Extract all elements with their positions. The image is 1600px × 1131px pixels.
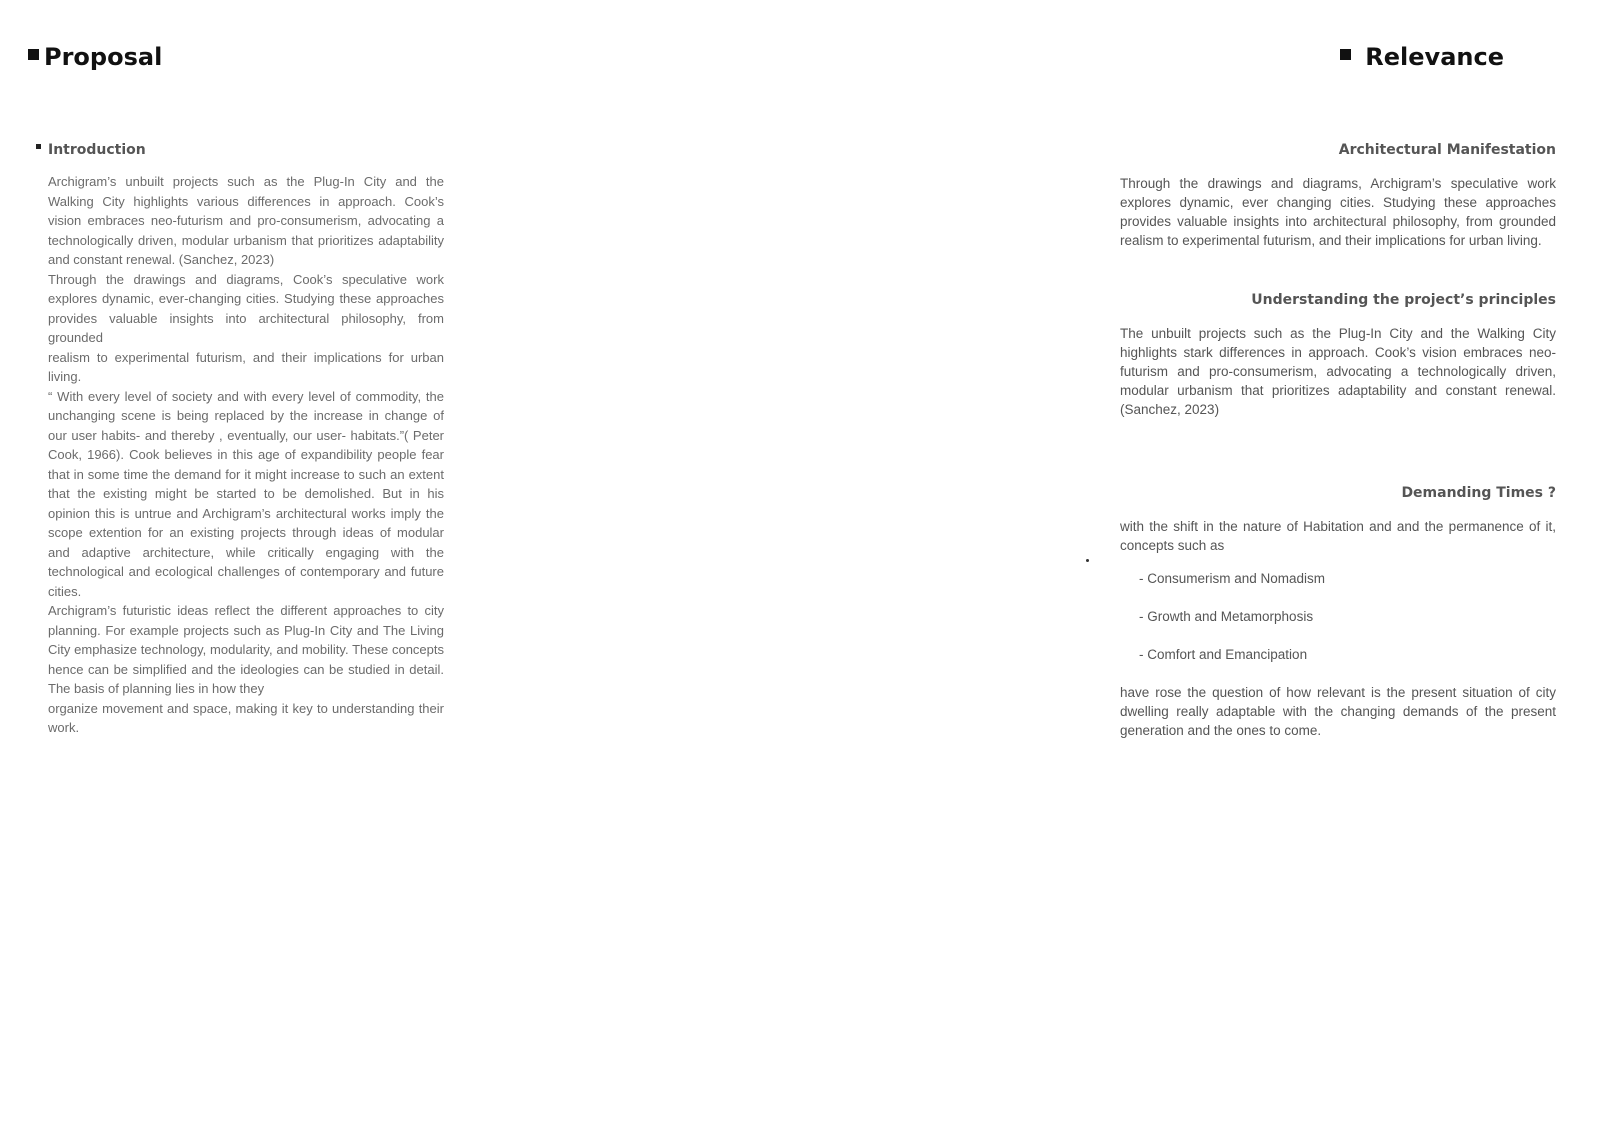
dot-marker [1086, 559, 1089, 562]
architectural-manifestation-text: Through the drawings and diagrams, Archigram’s speculative work explores dynamic, ever changing cities. Studying these approaches provides valuable insights into architectural philosophy, from grounded realism to experimental futurism, and their implications for urban living. [1120, 176, 1556, 248]
relevance-title-text: Relevance [1365, 43, 1504, 71]
paragraph: Archigram’s futuristic ideas reflect the different approaches to city planning. For example projects such as Plug-In City and The Living City emphasize technology, modularity, and mobility. These concepts hence can be simplified and the ideologies can be studied in detail. The basis of planning lies in how they [48, 603, 444, 696]
paragraph: “ With every level of society and with every level of commodity, the unchanging scene is being replaced by the increase in change of our user habits- and thereby , eventually, our user- habitats.”( Peter Cook, 1966). Cook believes in this age of expandibility people fear that in some time the demand for it might increase to such an extent that the existing might be started to be demolished. But in his opinion this is untrue and Archigram’s architectural works imply the scope extention for an existing projects through ideas of modular and adaptive architecture, while critically engaging with the technological and ecological challenges of contemporary and future cities. [48, 388, 444, 599]
paragraph: Through the drawings and diagrams, Cook’s speculative work explores dynamic, ever-changing cities. Studying these approaches provides valuable insights into architectural philosophy, from grounded [48, 271, 444, 345]
proposal-title [28, 40, 162, 74]
project-principles-text: The unbuilt projects such as the Plug-In City and the Walking City highlights stark differences in approach. Cook’s vision embraces neo-futurism and pro-consumerism, advocating a technologically driven, modular urbanism that prioritizes adaptability and constant renewal. (Sanchez, 2023) [1120, 326, 1556, 417]
introduction-body [48, 172, 444, 738]
relevance-sections [1120, 140, 1556, 740]
proposal-title-text: Proposal [44, 43, 163, 71]
paragraph: realism to experimental futurism, and their implications for urban living. [48, 349, 444, 384]
list-item: - Consumerism and Nomadism [1139, 571, 1326, 586]
list-item: - Comfort and Emancipation [1139, 647, 1308, 662]
square-bullet-icon [28, 49, 39, 60]
demanding-times-heading: Demanding Times ? [1401, 485, 1556, 501]
concepts-list [1120, 569, 1556, 664]
paragraph: organize movement and space, making it key to understanding their work. [48, 700, 444, 735]
square-bullet-icon [1340, 49, 1351, 60]
demanding-times-intro: with the shift in the nature of Habitation and and the permanence of it, concepts such as [1120, 519, 1556, 553]
introduction-heading: Introduction [48, 142, 146, 158]
project-principles-heading: Understanding the project’s principles [1251, 292, 1556, 308]
demanding-times-outro: have rose the question of how relevant is the present situation of city dwelling really adaptable with the changing demands of the present generation and the ones to come. [1120, 685, 1556, 738]
architectural-manifestation-heading: Architectural Manifestation [1338, 142, 1556, 158]
list-item: - Growth and Metamorphosis [1139, 609, 1314, 624]
introduction-section [48, 140, 444, 738]
paragraph: Archigram’s unbuilt projects such as the Plug-In City and the Walking City highlights various differences in approach. Cook’s vision embraces neo-futurism and pro-consumerism, advocating a technologically driven, modular urbanism that prioritizes adaptability and constant renewal. (Sanchez, 2023) [48, 174, 444, 267]
introduction-bullet-icon [36, 144, 41, 149]
relevance-title [1340, 40, 1504, 74]
